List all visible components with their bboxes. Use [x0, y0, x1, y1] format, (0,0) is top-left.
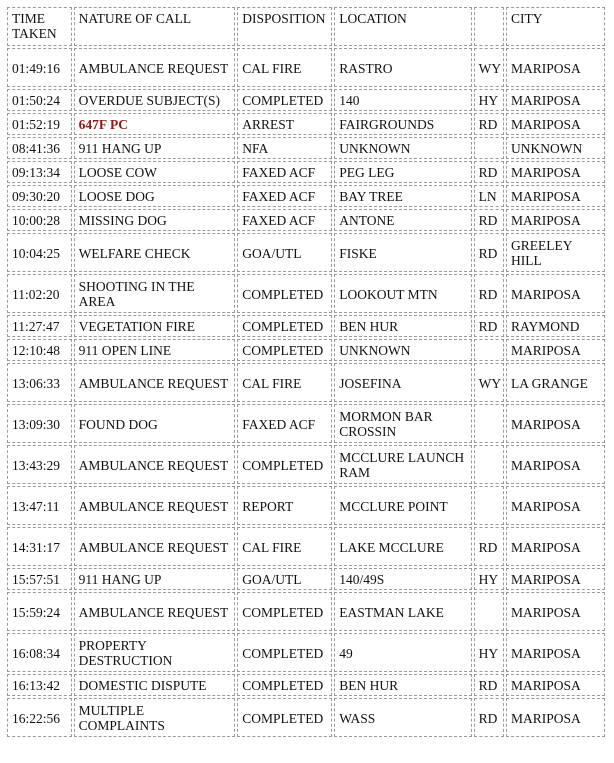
table-row: [7, 568, 605, 590]
time-cell: 16:22:56: [7, 698, 72, 737]
location-cell: LOOKOUT MTN: [334, 274, 471, 313]
nature-cell: 911 HANG UP: [74, 568, 236, 590]
column-header-time: TIME TAKEN: [7, 7, 72, 46]
suffix-cell: RD: [474, 315, 504, 337]
nature-cell: AMBULANCE REQUEST: [74, 592, 236, 631]
location-cell: PEG LEG: [334, 161, 471, 183]
suffix-cell: RD: [474, 674, 504, 696]
table-row: [7, 592, 605, 631]
city-cell: MARIPOSA: [506, 89, 605, 111]
location-cell: ANTONE: [334, 209, 471, 231]
disposition-cell: CAL FIRE: [237, 363, 332, 402]
table-row: [7, 233, 605, 272]
suffix-cell: RD: [474, 113, 504, 135]
time-cell: 13:43:29: [7, 445, 72, 484]
city-cell: MARIPOSA: [506, 274, 605, 313]
nature-cell: FOUND DOG: [74, 404, 236, 443]
disposition-cell: COMPLETED: [237, 274, 332, 313]
location-cell: BAY TREE: [334, 185, 471, 207]
disposition-cell: ARREST: [237, 113, 332, 135]
suffix-cell: RD: [474, 274, 504, 313]
location-cell: RASTRO: [334, 48, 471, 87]
nature-cell: 647F PC: [74, 113, 236, 135]
location-cell: BEN HUR: [334, 315, 471, 337]
call-log-table: [5, 5, 607, 739]
disposition-cell: CAL FIRE: [237, 527, 332, 566]
location-cell: MCCLURE LAUNCH RAM: [334, 445, 471, 484]
city-cell: RAYMOND: [506, 315, 605, 337]
suffix-cell: LN: [474, 185, 504, 207]
table-row: [7, 137, 605, 159]
nature-cell: 911 HANG UP: [74, 137, 236, 159]
suffix-cell: HY: [474, 633, 504, 672]
table-row: [7, 274, 605, 313]
city-cell: MARIPOSA: [506, 113, 605, 135]
city-cell: LA GRANGE: [506, 363, 605, 402]
suffix-cell: [474, 592, 504, 631]
nature-cell: DOMESTIC DISPUTE: [74, 674, 236, 696]
table-row: [7, 445, 605, 484]
city-cell: MARIPOSA: [506, 568, 605, 590]
table-row: [7, 89, 605, 111]
city-cell: MARIPOSA: [506, 486, 605, 525]
time-cell: 01:50:24: [7, 89, 72, 111]
disposition-cell: CAL FIRE: [237, 48, 332, 87]
disposition-cell: COMPLETED: [237, 89, 332, 111]
disposition-cell: COMPLETED: [237, 674, 332, 696]
time-cell: 01:52:19: [7, 113, 72, 135]
suffix-cell: HY: [474, 89, 504, 111]
nature-cell: AMBULANCE REQUEST: [74, 363, 236, 402]
nature-cell: WELFARE CHECK: [74, 233, 236, 272]
table-row: [7, 633, 605, 672]
disposition-cell: COMPLETED: [237, 698, 332, 737]
table-row: [7, 404, 605, 443]
disposition-cell: COMPLETED: [237, 339, 332, 361]
suffix-cell: WY: [474, 48, 504, 87]
nature-cell: MULTIPLE COMPLAINTS: [74, 698, 236, 737]
suffix-cell: WY: [474, 363, 504, 402]
disposition-cell: FAXED ACF: [237, 185, 332, 207]
location-cell: BEN HUR: [334, 674, 471, 696]
location-cell: WASS: [334, 698, 471, 737]
location-cell: 49: [334, 633, 471, 672]
nature-cell: AMBULANCE REQUEST: [74, 48, 236, 87]
city-cell: MARIPOSA: [506, 698, 605, 737]
column-header-suffix: [474, 7, 504, 46]
suffix-cell: [474, 339, 504, 361]
location-cell: EASTMAN LAKE: [334, 592, 471, 631]
city-cell: MARIPOSA: [506, 161, 605, 183]
disposition-cell: GOA/UTL: [237, 568, 332, 590]
table-row: [7, 674, 605, 696]
city-cell: MARIPOSA: [506, 633, 605, 672]
disposition-cell: FAXED ACF: [237, 209, 332, 231]
time-cell: 09:30:20: [7, 185, 72, 207]
time-cell: 01:49:16: [7, 48, 72, 87]
nature-cell: SHOOTING IN THE AREA: [74, 274, 236, 313]
city-cell: MARIPOSA: [506, 404, 605, 443]
table-row: [7, 339, 605, 361]
location-cell: UNKNOWN: [334, 137, 471, 159]
location-cell: FAIRGROUNDS: [334, 113, 471, 135]
column-header-city: CITY: [506, 7, 605, 46]
disposition-cell: COMPLETED: [237, 592, 332, 631]
table-body: [7, 48, 605, 737]
table-row: [7, 315, 605, 337]
table-row: [7, 113, 605, 135]
suffix-cell: RD: [474, 233, 504, 272]
disposition-cell: NFA: [237, 137, 332, 159]
nature-cell: MISSING DOG: [74, 209, 236, 231]
city-cell: MARIPOSA: [506, 339, 605, 361]
location-cell: UNKNOWN: [334, 339, 471, 361]
suffix-cell: RD: [474, 209, 504, 231]
table-row: [7, 209, 605, 231]
nature-cell: AMBULANCE REQUEST: [74, 527, 236, 566]
disposition-cell: COMPLETED: [237, 633, 332, 672]
city-cell: GREELEY HILL: [506, 233, 605, 272]
disposition-cell: FAXED ACF: [237, 404, 332, 443]
location-cell: LAKE MCCLURE: [334, 527, 471, 566]
table-row: [7, 527, 605, 566]
location-cell: FISKE: [334, 233, 471, 272]
city-cell: MARIPOSA: [506, 527, 605, 566]
nature-cell: VEGETATION FIRE: [74, 315, 236, 337]
time-cell: 15:59:24: [7, 592, 72, 631]
nature-cell: LOOSE DOG: [74, 185, 236, 207]
nature-cell: AMBULANCE REQUEST: [74, 486, 236, 525]
suffix-cell: RD: [474, 527, 504, 566]
table-row: [7, 698, 605, 737]
suffix-cell: [474, 137, 504, 159]
time-cell: 16:08:34: [7, 633, 72, 672]
suffix-cell: HY: [474, 568, 504, 590]
nature-cell: PROPERTY DESTRUCTION: [74, 633, 236, 672]
location-cell: MCCLURE POINT: [334, 486, 471, 525]
location-cell: MORMON BAR CROSSIN: [334, 404, 471, 443]
table-row: [7, 486, 605, 525]
city-cell: UNKNOWN: [506, 137, 605, 159]
nature-cell: AMBULANCE REQUEST: [74, 445, 236, 484]
time-cell: 08:41:36: [7, 137, 72, 159]
header-row: [7, 7, 605, 46]
disposition-cell: GOA/UTL: [237, 233, 332, 272]
table-row: [7, 161, 605, 183]
city-cell: MARIPOSA: [506, 185, 605, 207]
time-cell: 10:00:28: [7, 209, 72, 231]
suffix-cell: [474, 404, 504, 443]
suffix-cell: RD: [474, 161, 504, 183]
column-header-disposition: DISPOSITION: [237, 7, 332, 46]
location-cell: 140/49S: [334, 568, 471, 590]
table-row: [7, 185, 605, 207]
location-cell: 140: [334, 89, 471, 111]
nature-cell: LOOSE COW: [74, 161, 236, 183]
suffix-cell: [474, 445, 504, 484]
time-cell: 13:06:33: [7, 363, 72, 402]
time-cell: 11:02:20: [7, 274, 72, 313]
disposition-cell: COMPLETED: [237, 315, 332, 337]
column-header-nature: NATURE OF CALL: [74, 7, 236, 46]
city-cell: MARIPOSA: [506, 592, 605, 631]
time-cell: 11:27:47: [7, 315, 72, 337]
time-cell: 10:04:25: [7, 233, 72, 272]
disposition-cell: COMPLETED: [237, 445, 332, 484]
suffix-cell: [474, 486, 504, 525]
city-cell: MARIPOSA: [506, 209, 605, 231]
time-cell: 14:31:17: [7, 527, 72, 566]
time-cell: 12:10:48: [7, 339, 72, 361]
time-cell: 16:13:42: [7, 674, 72, 696]
city-cell: MARIPOSA: [506, 445, 605, 484]
nature-cell: 911 OPEN LINE: [74, 339, 236, 361]
nature-cell: OVERDUE SUBJECT(S): [74, 89, 236, 111]
city-cell: MARIPOSA: [506, 48, 605, 87]
disposition-cell: REPORT: [237, 486, 332, 525]
city-cell: MARIPOSA: [506, 674, 605, 696]
suffix-cell: RD: [474, 698, 504, 737]
table-row: [7, 48, 605, 87]
time-cell: 13:47:11: [7, 486, 72, 525]
time-cell: 09:13:34: [7, 161, 72, 183]
table-row: [7, 363, 605, 402]
disposition-cell: FAXED ACF: [237, 161, 332, 183]
time-cell: 15:57:51: [7, 568, 72, 590]
location-cell: JOSEFINA: [334, 363, 471, 402]
column-header-location: LOCATION: [334, 7, 471, 46]
time-cell: 13:09:30: [7, 404, 72, 443]
